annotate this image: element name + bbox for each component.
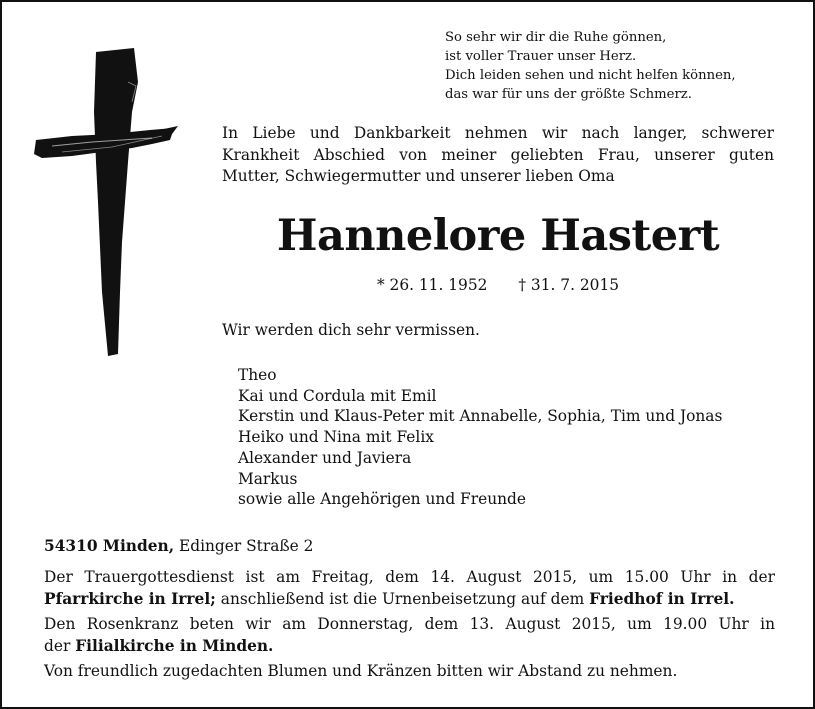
intro-line: Mutter, Schwiegermutter und unserer lieben Oma: [222, 167, 615, 185]
deceased-name: Hannelore Hastert: [276, 211, 720, 261]
mourner: sowie alle Angehörigen und Freunde: [238, 490, 526, 509]
rosary-line: Den Rosenkranz beten wir am Donnerstag, dem 13. August 2015, um 19.00 Uhr in: [44, 615, 775, 633]
poem-line: Dich leiden sehen und nicht helfen können,: [445, 68, 736, 83]
mourner: Theo: [238, 366, 277, 384]
rosary-prefix: der: [44, 636, 71, 655]
mourner: Alexander und Javiera: [238, 448, 412, 467]
poem: [445, 28, 805, 104]
cross-icon: [32, 42, 182, 362]
address-street: Edinger Straße 2: [178, 537, 314, 555]
mourner: Heiko und Nina mit Felix: [238, 428, 434, 447]
intro-line: In Liebe und Dankbarkeit nehmen wir nach langer, schwerer: [222, 124, 774, 142]
service-paragraph: [44, 567, 775, 610]
poem-line: So sehr wir dir die Ruhe gönnen,: [445, 30, 667, 45]
service-middle: anschließend ist die Urnenbeisetzung auf dem: [220, 589, 585, 608]
intro-line: Krankheit Abschied von meiner geliebten Frau, unserer guten: [222, 145, 774, 164]
service-line: Der Trauergottesdienst ist am Freitag, dem 14. August 2015, um 15.00 Uhr in der: [44, 568, 775, 586]
farewell-line: Wir werden dich sehr vermissen.: [222, 321, 480, 339]
mourner: Kai und Cordula mit Emil: [238, 386, 437, 405]
poem-line: das war für uns der größte Schmerz.: [445, 87, 692, 102]
death-date: † 31. 7. 2015: [518, 276, 620, 294]
service-church: Pfarrkirche in Irrel;: [44, 589, 216, 608]
rosary-church: Filialkirche in Minden.: [75, 636, 274, 655]
life-dates: [222, 273, 774, 297]
mourners-list: [238, 365, 722, 510]
intro-text: [222, 123, 774, 188]
mourner: Kerstin und Klaus-Peter mit Annabelle, Sophia, Tim und Jonas: [238, 407, 723, 426]
rosary-line-2: [44, 636, 775, 658]
poem-line: ist voller Trauer unser Herz.: [445, 49, 637, 64]
address-city: 54310 Minden,: [44, 537, 175, 555]
birth-date: * 26. 11. 1952: [376, 276, 488, 294]
service-line-2: [44, 589, 775, 611]
ceremony-info: [44, 567, 775, 683]
mourner: Markus: [238, 469, 298, 488]
rosary-paragraph: [44, 614, 775, 657]
flowers-note: Von freundlich zugedachten Blumen und Kränzen bitten wir Abstand zu nehmen.: [44, 662, 678, 680]
address: [44, 535, 313, 557]
service-cemetery: Friedhof in Irrel.: [589, 589, 735, 608]
